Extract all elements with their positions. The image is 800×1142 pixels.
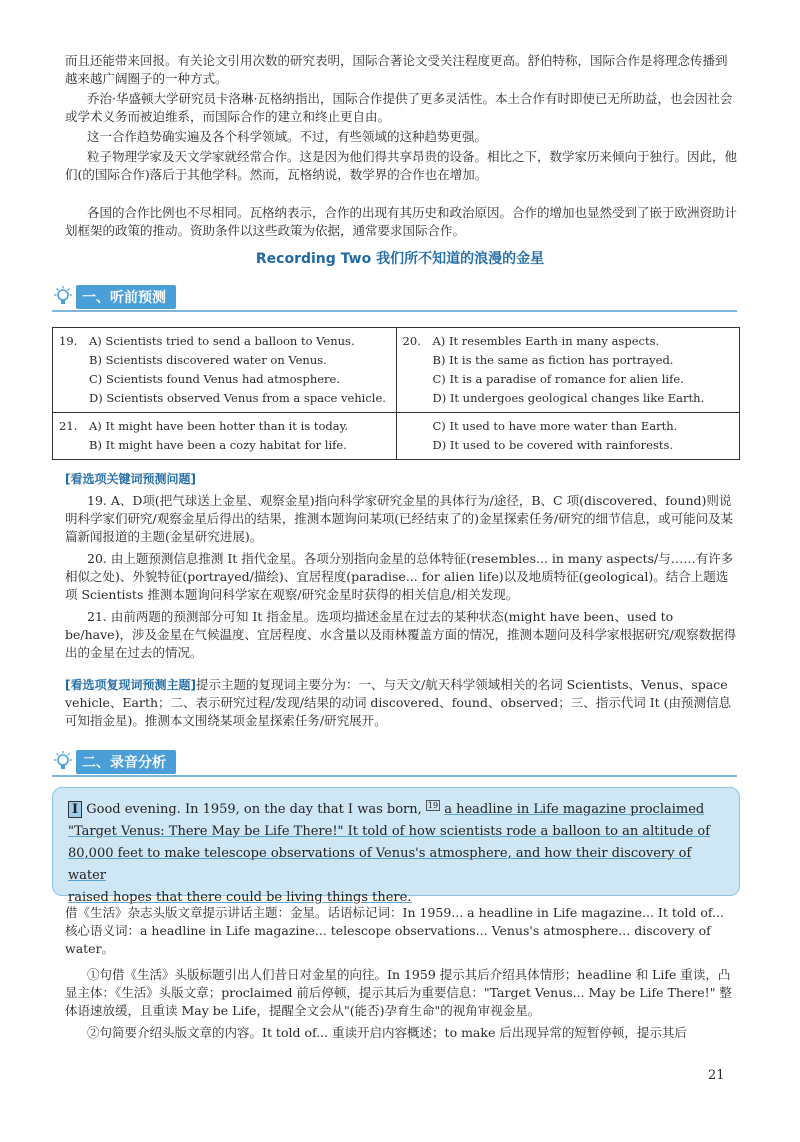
section-label: 一、听前预测	[76, 285, 176, 309]
tag-keyword-prediction: [看选项关键词预测问题]	[65, 472, 196, 486]
section-label: 二、录音分析	[76, 750, 176, 774]
lightbulb-icon	[52, 286, 74, 308]
lightbulb-icon	[52, 751, 74, 773]
recording-title: Recording Two 我们所不知道的浪漫的金星	[255, 251, 545, 267]
analysis-paragraph-3: ②句简要介绍头版文章的内容。It told of... 重读开启内容概述；to make 后出现异常的短暂停顿，提示其后	[87, 1025, 687, 1040]
option-21d: D) It used to be covered with rainforests.	[432, 438, 674, 452]
analysis-20: 20. 由上题预测信息推测 It 指代金星。各项分别指向金星的总体特征(resembles... in many aspects/与……有许多相似之处)、外貌特征(portrayed/描绘)、宜居程度(paradise... for alien life)以及地质特征(geological)。结合上题选项 Scientists 推测本题询问科学家在观察/研究金星时获得的相关信息/相关发现。	[65, 551, 734, 602]
question-number: 21.	[59, 419, 78, 433]
transcript-line-1	[68, 799, 728, 821]
intro-paragraph-1: 而且还能带来回报。有关论文引用次数的研究表明，国际合著论文受关注程度更高。舒伯特称，国际合作是将理念传播到越来越广阔圈子的一种方式。	[65, 53, 728, 86]
transcript-line-4: raised hopes that there could be living things there.	[68, 890, 412, 905]
intro-paragraph-3: 这一合作趋势确实遍及各个科学领域。不过，有些领域的这种趋势更强。	[87, 129, 488, 144]
intro-paragraph-5: 各国的合作比例也不尽相同。瓦格纳表示，合作的出现有其历史和政治原因。合作的增加也显然受到了嵌于欧洲资助计划框架的政策的推动。资助条件以这些政策为依据，通常要求国际合作。	[65, 205, 738, 238]
section-header-analysis	[52, 749, 176, 775]
question-19-cell	[53, 328, 397, 413]
analysis-21: 21. 由前两题的预测部分可知 It 指金星。选项均描述金星在过去的某种状态(might have been、used to be/have)，涉及金星在气候温度、宜居程度、水含量以及雨林覆盖方面的情况，推测本题问及科学家根据研究/观察数据得出的金星在过去的情况。	[65, 609, 737, 660]
page-number: 21	[708, 1068, 725, 1083]
options-table	[52, 327, 740, 460]
question-20-cell	[396, 328, 740, 413]
option-21a: A) It might have been hotter than it is today.	[89, 419, 349, 433]
transcript-line-2: "Target Venus: There May be Life There!" It told of how scientists rode a balloon to an altitude of	[68, 824, 711, 839]
paragraph-marker: I	[68, 801, 82, 818]
intro-paragraph-4: 粒子物理学家及天文学家就经常合作。这是因为他们得共享昂贵的设备。相比之下，数学家历来倾向于独行。因此，他们(的国际合作)落后于其他学科。然而，瓦格纳说，数学界的合作也在增加。	[65, 149, 738, 182]
transcript-text	[68, 799, 728, 909]
transcript-line-3: 80,000 feet to make telescope observations of Venus's atmosphere, and how their discovery of water	[68, 846, 692, 883]
intro-paragraph-2: 乔治·华盛顿大学研究员卡洛琳·瓦格纳指出，国际合作提供了更多灵活性。本土合作有时即使已无所助益，也会因社会或学术义务而被迫维系，而国际合作的建立和终止更自由。	[65, 91, 733, 124]
transcript-fragment: a headline in Life magazine proclaimed	[444, 802, 705, 817]
option-20b: B) It is the same as fiction has portrayed.	[432, 353, 674, 367]
question-21-cell-right	[396, 413, 740, 460]
section-divider	[52, 775, 737, 777]
option-21c: C) It used to have more water than Earth.	[432, 419, 678, 433]
option-21b: B) It might have been a cozy habitat for life.	[89, 438, 347, 452]
option-19a: A) Scientists tried to send a balloon to Venus.	[89, 334, 355, 348]
transcript-fragment: Good evening. In 1959, on the day that I was born,	[82, 802, 426, 817]
theme-analysis	[65, 676, 737, 730]
question-number: 19.	[59, 334, 78, 348]
theme-analysis-text: 提示主题的复现词主要分为：一、与天文/航天科学领域相关的名词 Scientists、Venus、space vehicle、Earth；二、表示研究过程/发现/结果的动词 discovered、found、observed；三、指示代词 It (由预测信息可知指金星)。推测本文围绕某项金星探索任务/研究展开。	[65, 677, 732, 728]
section-divider	[52, 310, 737, 312]
analysis-paragraph-1: 借《生活》杂志头版文章提示讲话主题：金星。话语标记词：In 1959... a headline in Life magazine... It told of... 核心语义词：a headline in Life magazine... telescope observations... Venus's atmosphere... discovery of water。	[65, 905, 724, 956]
section-header-prediction	[52, 284, 176, 310]
analysis-paragraph-2: ①句借《生活》头版标题引出人们昔日对金星的向往。In 1959 提示其后介绍具体情形；headline 和 Life 重读，凸显主体：《生活》头版文章；proclaimed 前后停顿，提示其后为重要信息："Target Venus... May be Life There!" 整体语速放缓，且重读 May be Life，提醒全文会从"(能否)孕育生命"的视角审视金星。	[65, 967, 732, 1018]
option-19b: B) Scientists discovered water on Venus.	[89, 353, 327, 367]
question-number: 20.	[402, 334, 421, 348]
question-marker: 19	[427, 800, 439, 810]
question-19-options	[59, 334, 390, 408]
option-19d: D) Scientists observed Venus from a space vehicle.	[89, 391, 386, 405]
option-19c: C) Scientists found Venus had atmosphere.	[89, 372, 340, 386]
option-20d: D) It undergoes geological changes like Earth.	[432, 391, 705, 405]
question-21-cell-left	[53, 413, 397, 460]
option-20a: A) It resembles Earth in many aspects.	[432, 334, 660, 348]
tag-theme-prediction: [看选项复现词预测主题]	[65, 678, 196, 692]
option-20c: C) It is a paradise of romance for alien life.	[432, 372, 684, 386]
analysis-19: 19. A、D项(把气球送上金星、观察金星)指向科学家研究金星的具体行为/途径，B、C 项(discovered、found)则说明科学家们研究/观察金星后得出的结果，推测本题询问某项(已经结束了的)金星探索任务/研究的细节信息，或可能问及某篇新闻报道的主题(金星研究进展)。	[65, 493, 734, 544]
